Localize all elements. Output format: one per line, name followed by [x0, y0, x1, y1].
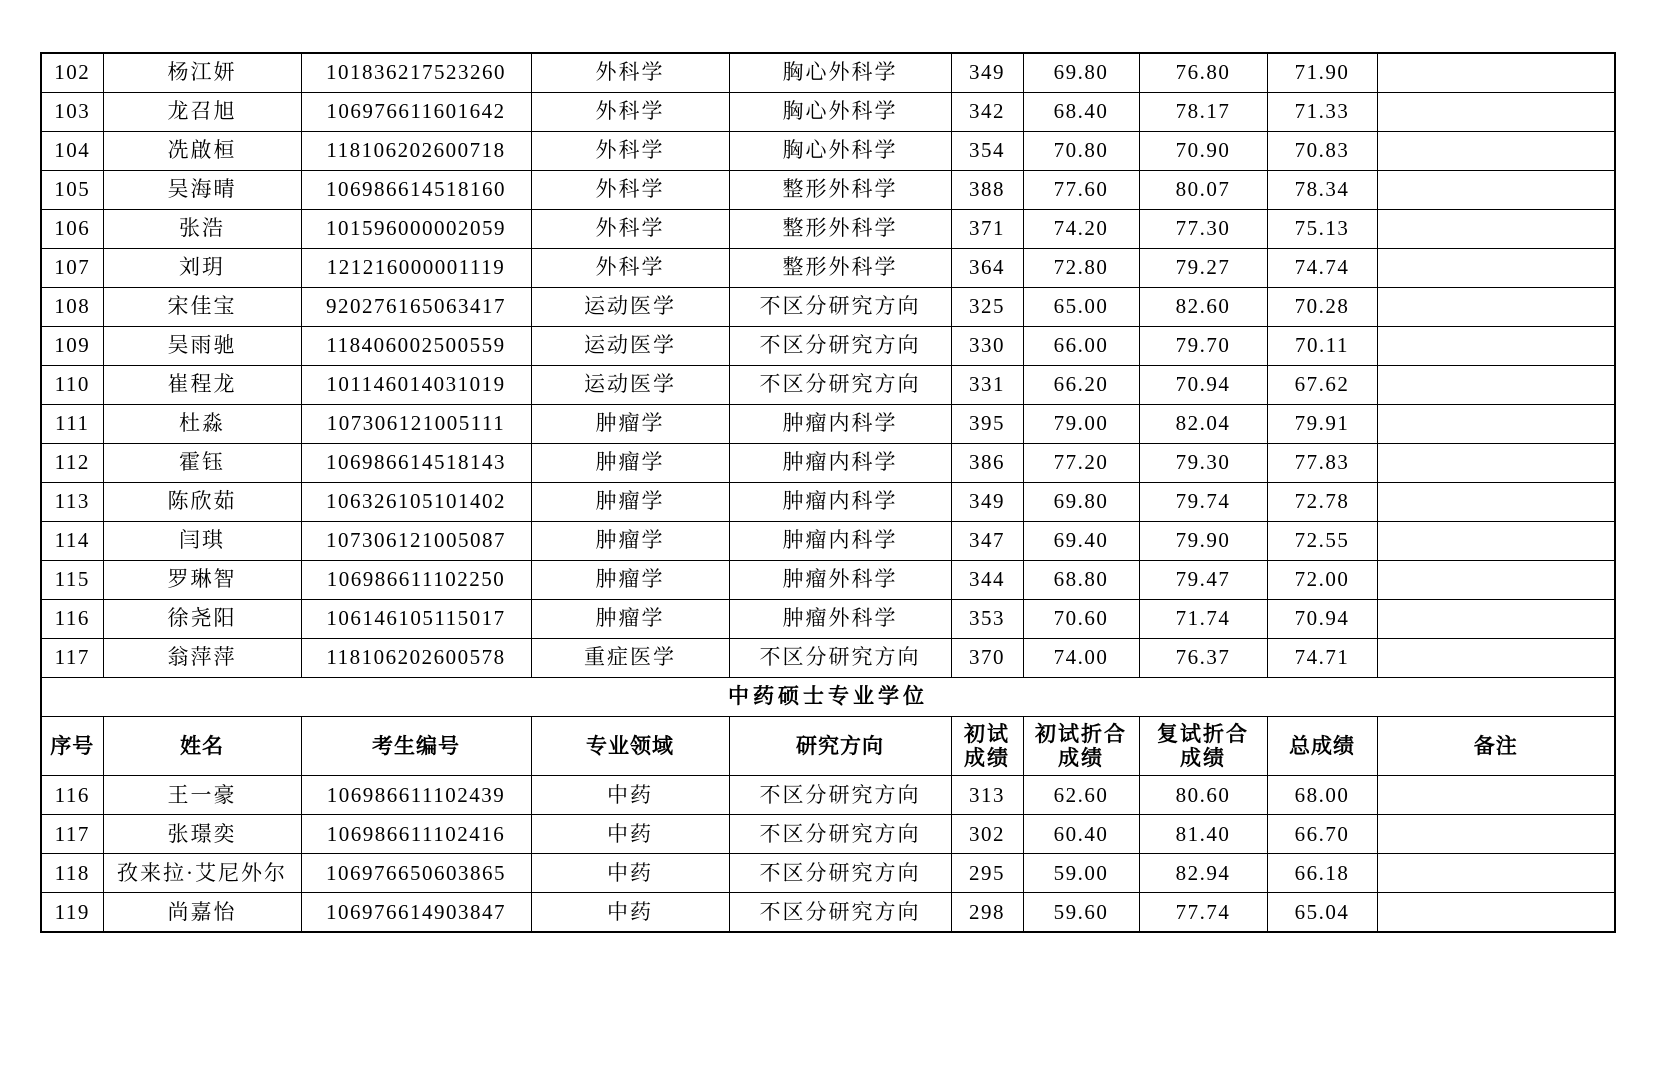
cell-no: 118	[41, 854, 103, 893]
cell-field: 中药	[531, 815, 729, 854]
cell-total-score: 72.78	[1267, 483, 1377, 522]
cell-name: 刘玥	[103, 249, 301, 288]
cell-field: 肿瘤学	[531, 483, 729, 522]
cell-no: 102	[41, 53, 103, 93]
cell-initial-converted: 72.80	[1023, 249, 1139, 288]
cell-initial-score: 342	[951, 93, 1023, 132]
section-title: 中药硕士专业学位	[41, 678, 1615, 717]
table-row	[41, 639, 1615, 678]
cell-initial-converted: 68.40	[1023, 93, 1139, 132]
cell-candidate-id: 106326105101402	[301, 483, 531, 522]
cell-initial-score: 344	[951, 561, 1023, 600]
cell-total-score: 70.94	[1267, 600, 1377, 639]
cell-note	[1377, 210, 1615, 249]
cell-no: 119	[41, 893, 103, 933]
cell-candidate-id: 118406002500559	[301, 327, 531, 366]
cell-note	[1377, 639, 1615, 678]
cell-initial-score: 349	[951, 483, 1023, 522]
table-row	[41, 444, 1615, 483]
cell-no: 103	[41, 93, 103, 132]
cell-field: 外科学	[531, 171, 729, 210]
cell-initial-score: 354	[951, 132, 1023, 171]
cell-initial-converted: 65.00	[1023, 288, 1139, 327]
cell-retest-converted: 78.17	[1139, 93, 1267, 132]
cell-field: 外科学	[531, 132, 729, 171]
cell-no: 116	[41, 600, 103, 639]
cell-name: 闫琪	[103, 522, 301, 561]
cell-candidate-id: 101146014031019	[301, 366, 531, 405]
cell-no: 106	[41, 210, 103, 249]
cell-retest-converted: 79.47	[1139, 561, 1267, 600]
cell-name: 孜来拉·艾尼外尔	[103, 854, 301, 893]
cell-no: 111	[41, 405, 103, 444]
cell-initial-converted: 77.60	[1023, 171, 1139, 210]
cell-candidate-id: 107306121005111	[301, 405, 531, 444]
cell-candidate-id: 106146105115017	[301, 600, 531, 639]
cell-field: 中药	[531, 776, 729, 815]
cell-total-score: 70.83	[1267, 132, 1377, 171]
cell-initial-converted: 70.80	[1023, 132, 1139, 171]
header-name: 姓名	[103, 717, 301, 776]
cell-name: 霍钰	[103, 444, 301, 483]
cell-note	[1377, 776, 1615, 815]
cell-initial-score: 331	[951, 366, 1023, 405]
cell-total-score: 66.18	[1267, 854, 1377, 893]
cell-initial-converted: 69.40	[1023, 522, 1139, 561]
table-row	[41, 815, 1615, 854]
cell-field: 外科学	[531, 93, 729, 132]
cell-initial-score: 386	[951, 444, 1023, 483]
cell-initial-score: 364	[951, 249, 1023, 288]
header-field: 专业领域	[531, 717, 729, 776]
cell-candidate-id: 118106202600718	[301, 132, 531, 171]
cell-initial-converted: 66.00	[1023, 327, 1139, 366]
cell-retest-converted: 79.74	[1139, 483, 1267, 522]
cell-note	[1377, 893, 1615, 933]
cell-total-score: 67.62	[1267, 366, 1377, 405]
cell-field: 外科学	[531, 53, 729, 93]
cell-initial-score: 295	[951, 854, 1023, 893]
cell-direction: 胸心外科学	[729, 93, 951, 132]
cell-total-score: 77.83	[1267, 444, 1377, 483]
header-no: 序号	[41, 717, 103, 776]
header-note: 备注	[1377, 717, 1615, 776]
header-initial-converted-line2: 成绩	[1058, 746, 1104, 771]
cell-total-score: 74.71	[1267, 639, 1377, 678]
cell-direction: 胸心外科学	[729, 53, 951, 93]
cell-direction: 肿瘤内科学	[729, 405, 951, 444]
cell-note	[1377, 53, 1615, 93]
section-title-row	[41, 678, 1615, 717]
header-total-score: 总成绩	[1267, 717, 1377, 776]
table-header-row	[41, 717, 1615, 776]
cell-note	[1377, 854, 1615, 893]
cell-total-score: 74.74	[1267, 249, 1377, 288]
cell-initial-score: 330	[951, 327, 1023, 366]
cell-field: 运动医学	[531, 288, 729, 327]
table-row	[41, 405, 1615, 444]
cell-initial-score: 371	[951, 210, 1023, 249]
cell-name: 龙召旭	[103, 93, 301, 132]
cell-initial-converted: 62.60	[1023, 776, 1139, 815]
cell-initial-converted: 60.40	[1023, 815, 1139, 854]
header-initial-converted-line1: 初试折合	[1035, 722, 1127, 746]
table-row	[41, 171, 1615, 210]
cell-field: 肿瘤学	[531, 561, 729, 600]
table-row	[41, 854, 1615, 893]
cell-no: 104	[41, 132, 103, 171]
cell-candidate-id: 106986614518160	[301, 171, 531, 210]
cell-retest-converted: 79.30	[1139, 444, 1267, 483]
cell-note	[1377, 249, 1615, 288]
cell-candidate-id: 118106202600578	[301, 639, 531, 678]
cell-initial-score: 313	[951, 776, 1023, 815]
cell-no: 114	[41, 522, 103, 561]
cell-initial-converted: 70.60	[1023, 600, 1139, 639]
cell-retest-converted: 80.60	[1139, 776, 1267, 815]
cell-direction: 肿瘤内科学	[729, 483, 951, 522]
cell-total-score: 70.11	[1267, 327, 1377, 366]
cell-field: 外科学	[531, 210, 729, 249]
cell-initial-converted: 66.20	[1023, 366, 1139, 405]
table-row	[41, 210, 1615, 249]
cell-note	[1377, 405, 1615, 444]
cell-note	[1377, 93, 1615, 132]
cell-initial-converted: 59.00	[1023, 854, 1139, 893]
cell-no: 109	[41, 327, 103, 366]
cell-field: 运动医学	[531, 366, 729, 405]
cell-name: 张璟奕	[103, 815, 301, 854]
cell-note	[1377, 561, 1615, 600]
cell-total-score: 66.70	[1267, 815, 1377, 854]
cell-name: 徐尧阳	[103, 600, 301, 639]
cell-field: 肿瘤学	[531, 522, 729, 561]
table-row	[41, 561, 1615, 600]
cell-note	[1377, 444, 1615, 483]
cell-initial-converted: 69.80	[1023, 53, 1139, 93]
table-row	[41, 288, 1615, 327]
cell-candidate-id: 106976611601642	[301, 93, 531, 132]
cell-no: 113	[41, 483, 103, 522]
cell-direction: 肿瘤内科学	[729, 522, 951, 561]
cell-candidate-id: 106986611102439	[301, 776, 531, 815]
cell-initial-converted: 79.00	[1023, 405, 1139, 444]
cell-note	[1377, 815, 1615, 854]
table-row	[41, 776, 1615, 815]
cell-name: 翁萍萍	[103, 639, 301, 678]
cell-name: 宋佳宝	[103, 288, 301, 327]
cell-retest-converted: 70.90	[1139, 132, 1267, 171]
cell-total-score: 70.28	[1267, 288, 1377, 327]
cell-initial-score: 353	[951, 600, 1023, 639]
cell-initial-score: 349	[951, 53, 1023, 93]
table-row	[41, 132, 1615, 171]
cell-no: 117	[41, 639, 103, 678]
cell-total-score: 65.04	[1267, 893, 1377, 933]
cell-direction: 胸心外科学	[729, 132, 951, 171]
header-initial-score-line2: 成绩	[964, 746, 1010, 771]
cell-retest-converted: 80.07	[1139, 171, 1267, 210]
cell-note	[1377, 327, 1615, 366]
cell-retest-converted: 82.04	[1139, 405, 1267, 444]
cell-field: 运动医学	[531, 327, 729, 366]
header-candidate-id: 考生编号	[301, 717, 531, 776]
cell-retest-converted: 77.30	[1139, 210, 1267, 249]
cell-no: 112	[41, 444, 103, 483]
header-initial-score	[951, 717, 1023, 776]
cell-retest-converted: 70.94	[1139, 366, 1267, 405]
cell-note	[1377, 366, 1615, 405]
cell-total-score: 79.91	[1267, 405, 1377, 444]
cell-name: 陈欣茹	[103, 483, 301, 522]
cell-candidate-id: 101596000002059	[301, 210, 531, 249]
cell-field: 肿瘤学	[531, 405, 729, 444]
cell-name: 罗琳智	[103, 561, 301, 600]
cell-note	[1377, 522, 1615, 561]
header-direction: 研究方向	[729, 717, 951, 776]
cell-total-score: 71.90	[1267, 53, 1377, 93]
cell-retest-converted: 82.94	[1139, 854, 1267, 893]
cell-candidate-id: 121216000001119	[301, 249, 531, 288]
cell-total-score: 71.33	[1267, 93, 1377, 132]
cell-candidate-id: 106986611102416	[301, 815, 531, 854]
cell-candidate-id: 106976614903847	[301, 893, 531, 933]
cell-initial-converted: 77.20	[1023, 444, 1139, 483]
admission-results-table	[40, 52, 1616, 933]
cell-field: 中药	[531, 893, 729, 933]
cell-retest-converted: 82.60	[1139, 288, 1267, 327]
cell-retest-converted: 79.70	[1139, 327, 1267, 366]
cell-name: 王一豪	[103, 776, 301, 815]
header-retest-converted	[1139, 717, 1267, 776]
cell-total-score: 72.55	[1267, 522, 1377, 561]
cell-note	[1377, 600, 1615, 639]
table-row	[41, 327, 1615, 366]
cell-initial-converted: 68.80	[1023, 561, 1139, 600]
header-retest-converted-line2: 成绩	[1180, 746, 1226, 771]
cell-candidate-id: 920276165063417	[301, 288, 531, 327]
cell-direction: 不区分研究方向	[729, 854, 951, 893]
cell-retest-converted: 79.27	[1139, 249, 1267, 288]
cell-direction: 肿瘤外科学	[729, 600, 951, 639]
table-row	[41, 893, 1615, 933]
cell-no: 107	[41, 249, 103, 288]
cell-initial-score: 302	[951, 815, 1023, 854]
cell-field: 中药	[531, 854, 729, 893]
cell-initial-converted: 74.00	[1023, 639, 1139, 678]
cell-initial-converted: 59.60	[1023, 893, 1139, 933]
cell-candidate-id: 107306121005087	[301, 522, 531, 561]
table-row	[41, 522, 1615, 561]
header-retest-converted-line1: 复试折合	[1157, 722, 1249, 746]
cell-retest-converted: 77.74	[1139, 893, 1267, 933]
cell-name: 吴海晴	[103, 171, 301, 210]
cell-field: 肿瘤学	[531, 444, 729, 483]
cell-total-score: 75.13	[1267, 210, 1377, 249]
cell-retest-converted: 76.80	[1139, 53, 1267, 93]
cell-name: 杜淼	[103, 405, 301, 444]
cell-direction: 不区分研究方向	[729, 366, 951, 405]
cell-initial-score: 395	[951, 405, 1023, 444]
cell-name: 尚嘉怡	[103, 893, 301, 933]
cell-direction: 不区分研究方向	[729, 893, 951, 933]
cell-field: 外科学	[531, 249, 729, 288]
cell-retest-converted: 76.37	[1139, 639, 1267, 678]
cell-name: 冼啟桓	[103, 132, 301, 171]
cell-initial-score: 388	[951, 171, 1023, 210]
cell-direction: 肿瘤内科学	[729, 444, 951, 483]
cell-candidate-id: 106986614518143	[301, 444, 531, 483]
cell-name: 崔程龙	[103, 366, 301, 405]
cell-retest-converted: 71.74	[1139, 600, 1267, 639]
table-row	[41, 93, 1615, 132]
cell-candidate-id: 106986611102250	[301, 561, 531, 600]
cell-initial-score: 325	[951, 288, 1023, 327]
cell-no: 116	[41, 776, 103, 815]
cell-field: 肿瘤学	[531, 600, 729, 639]
cell-direction: 整形外科学	[729, 210, 951, 249]
cell-total-score: 78.34	[1267, 171, 1377, 210]
cell-candidate-id: 101836217523260	[301, 53, 531, 93]
cell-initial-score: 298	[951, 893, 1023, 933]
cell-direction: 不区分研究方向	[729, 639, 951, 678]
cell-note	[1377, 171, 1615, 210]
table-row	[41, 366, 1615, 405]
cell-field: 重症医学	[531, 639, 729, 678]
cell-no: 110	[41, 366, 103, 405]
table-row	[41, 483, 1615, 522]
cell-initial-score: 347	[951, 522, 1023, 561]
table-row	[41, 249, 1615, 288]
cell-no: 108	[41, 288, 103, 327]
cell-direction: 不区分研究方向	[729, 776, 951, 815]
cell-direction: 不区分研究方向	[729, 288, 951, 327]
cell-initial-score: 370	[951, 639, 1023, 678]
cell-direction: 整形外科学	[729, 171, 951, 210]
cell-direction: 不区分研究方向	[729, 327, 951, 366]
cell-direction: 肿瘤外科学	[729, 561, 951, 600]
cell-direction: 不区分研究方向	[729, 815, 951, 854]
cell-no: 115	[41, 561, 103, 600]
cell-name: 吴雨驰	[103, 327, 301, 366]
cell-retest-converted: 81.40	[1139, 815, 1267, 854]
cell-note	[1377, 132, 1615, 171]
table-row	[41, 53, 1615, 93]
cell-initial-converted: 69.80	[1023, 483, 1139, 522]
table-row	[41, 600, 1615, 639]
cell-name: 张浩	[103, 210, 301, 249]
header-initial-score-line1: 初试	[964, 722, 1010, 746]
cell-note	[1377, 483, 1615, 522]
cell-no: 117	[41, 815, 103, 854]
cell-total-score: 68.00	[1267, 776, 1377, 815]
cell-no: 105	[41, 171, 103, 210]
cell-retest-converted: 79.90	[1139, 522, 1267, 561]
cell-candidate-id: 106976650603865	[301, 854, 531, 893]
cell-initial-converted: 74.20	[1023, 210, 1139, 249]
cell-total-score: 72.00	[1267, 561, 1377, 600]
header-initial-converted	[1023, 717, 1139, 776]
cell-name: 杨江妍	[103, 53, 301, 93]
cell-note	[1377, 288, 1615, 327]
cell-direction: 整形外科学	[729, 249, 951, 288]
